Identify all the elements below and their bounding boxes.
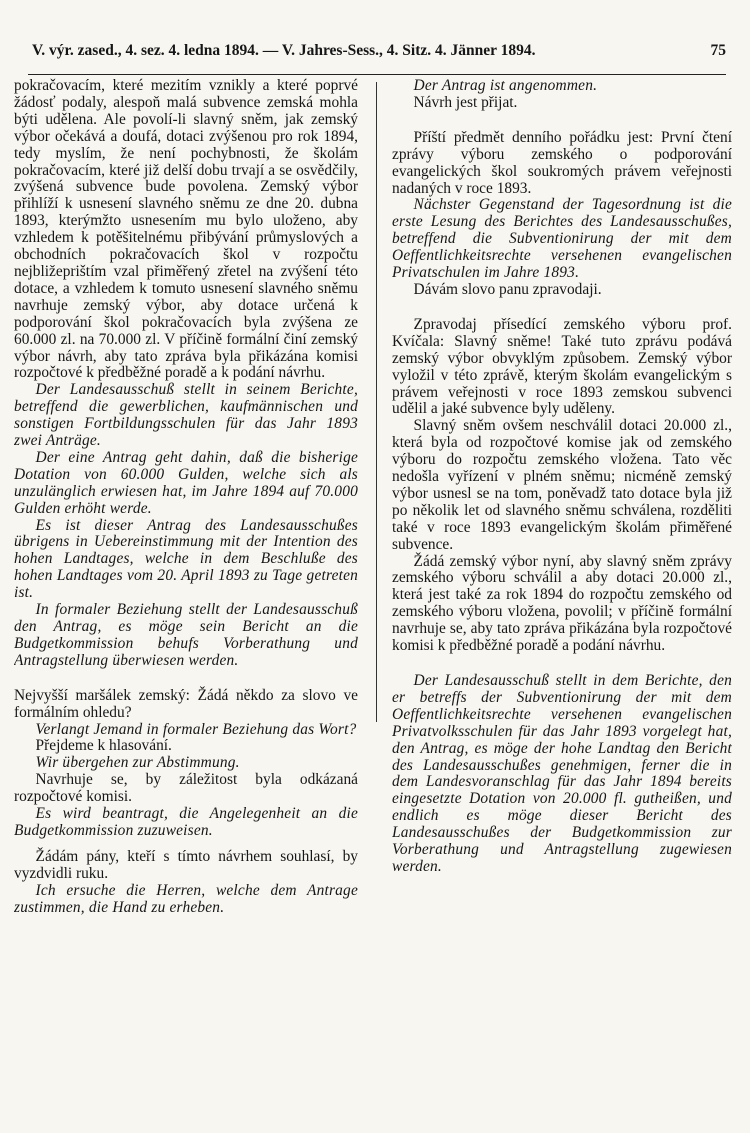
paragraph-german: Der Landesausschuß stellt in dem Berichte, den er betreffs der Subventionirung der mit dem Oeffentlichkeitsrechte versehenen evangelischen Privatvolksschulen für das Jahr 1893 vorgelegt hat, den Antrag, es möge der hohe Landtag den Bericht des Landesausschußes genehmigen, ferner die in dem Landesvoranschlag für das Jahr 1894 bereits eingesetzte Dotation von 20.000 fl. gutheißen, und endlich es möge dieser Bericht des Landesausschußes der Budgetkommission zur Vorberathung und Antragstellung zugewiesen werden. — [392, 672, 732, 875]
paragraph-german: Ich ersuche die Herren, welche dem Antrage zustimmen, die Hand zu erheben. — [14, 881, 358, 916]
left-column — [14, 78, 358, 917]
paragraph: Dávám slovo panu zpravodaji. — [413, 280, 602, 298]
page-number: 75 — [710, 42, 726, 59]
paragraph: Návrh jest přijat. — [413, 93, 518, 111]
page-header — [28, 40, 726, 75]
right-column — [392, 78, 732, 876]
paragraph-german: Es wird beantragt, die Angelegenheit an die Budgetkommission zuzuweisen. — [14, 805, 358, 839]
paragraph: Příští předmět denního pořádku jest: První čtení zprávy výboru zemského o podporování evangelických škol soukromých právem veřejnosti nadaných v roce 1893. — [392, 128, 732, 197]
paragraph-german: Der Landesausschuß stellt in seinem Berichte, betreffend die gewerblichen, kaufmännischen und sonstigen Fortbildungsschulen für das Jahr 1893 zwei Anträge. — [14, 381, 358, 450]
paragraph-german: Nächster Gegenstand der Tagesordnung ist die erste Lesung des Berichtes des Landesausschußes, betreffend die Subventionirung der mit dem Oeffentlichkeitsrechte versehenen evangelischen Privatschulen im Jahre 1893. — [392, 196, 732, 282]
speaker-paragraph: Zpravodaj přísedící zemského výboru prof. Kvíčala: Slavný sněme! Také tuto zprávu podává zemský výbor obvyklým způsobem. Zemský výbor vyložil v této zprávě, kterým školám evangelickým s právem veřejnosti v roce 1893 zemskou subvenci udělil a jaké subvence byly uděleny. — [392, 315, 732, 418]
speaker-paragraph: Nejvyšší maršálek zemský: Žádá někdo za slovo ve formálním ohledu? — [14, 686, 358, 721]
paragraph-german: Der eine Antrag geht dahin, daß die bisherige Dotation von 60.000 Gulden, welche sich als unzulänglich erwiesen hat, im Jahre 1894 auf 70.000 Gulden erhöht werde. — [14, 448, 358, 517]
paragraph-german: Der Antrag ist angenommen. — [413, 78, 598, 94]
paragraph: Navrhuje se, by záležitost byla odkázaná rozpočtové komisi. — [14, 771, 358, 806]
paragraph: Slavný sněm ovšem neschválil dotaci 20.000 zl., která byla od rozpočtové komise jak od zemského výboru do rozpočtu zemského vložena. Tato věc nedošla vyřízení v plném sněmu; nicméně zemský výbor usnesl se na tom, poněvadž tato dotace byla již po několik let od slavného sněmu schválena, rozděliti také v roce 1893 evangelickým školám přiměřené subvence. — [392, 417, 732, 553]
paragraph: Žádám pány, kteří s tímto návrhem souhlasí, by vyzdvidli ruku. — [14, 847, 358, 882]
paragraph-german: Verlangt Jemand in formaler Beziehung das Wort? — [35, 720, 357, 738]
paragraph: Přejdeme k hlasování. — [35, 737, 172, 755]
running-head: V. výr. zased., 4. sez. 4. ledna 1894. — V. Jahres-Sess., 4. Sitz. 4. Jänner 1894. — [32, 42, 536, 59]
column-divider — [376, 82, 377, 722]
paragraph-german: Wir übergehen zur Abstimmung. — [35, 754, 240, 772]
paragraph: Žádá zemský výbor nyní, aby slavný sněm zprávy zemského výboru schválil a aby dotaci 20.000 zl., která jest také za rok 1894 do rozpočtu zemského od zemského výboru vložena, povolil; v příčině formální navrhuje se, aby tato zpráva přikázána byla rozpočtové komisi k předběžné poradě a podání návrhu. — [392, 552, 732, 655]
paragraph-german: Es ist dieser Antrag des Landesausschußes übrigens in Uebereinstimmung mit der Intention des hohen Landtages, welche in dem Beschluße des hohen Landtages vom 20. April 1893 zu Tage getreten ist. — [14, 516, 358, 602]
paragraph-german: In formaler Beziehung stellt der Landesausschuß den Antrag, es möge sein Bericht an die Budgetkommission behufs Vorberathung und Antragstellung überwiesen werden. — [14, 601, 358, 669]
paragraph: pokračovacím, které mezitím vznikly a které poprvé žádosť podaly, alespoň malá subvence zemská mohla býti udělena. Ale povolí-li slavný sněm, jak zemský výbor očekává a doufá, dotaci zvýšenou pro rok 1894, tedy myslím, že není pochybnosti, že školám pokračovacím, které již delší dobu trvají a se osvědčily, zvýšená subvence bude povolena. Zemský výbor přihlíží k usnesení slavného sněmu ze dne 20. dubna 1893, kterýmžto usnesením mu bylo uloženo, aby vzhledem k potěšitelnému přibývání průmyslových a obchodních pokračovacích škol v rozpočtu nejbližeprištím vzal přiměřený zřetel na zvýšení této dotace, a vzhledem k tomuto usnesení slavného sněmu navrhuje zemský výbor, aby dotace určená k podporování škol pokračovacích byla zvýšena ze 60.000 zl. na 70.000 zl. V příčině formální činí zemský výbor návrh, aby tato zpráva byla přikázána komisi rozpočtové k předběžné poradě a k podání návrhu. — [14, 78, 358, 382]
